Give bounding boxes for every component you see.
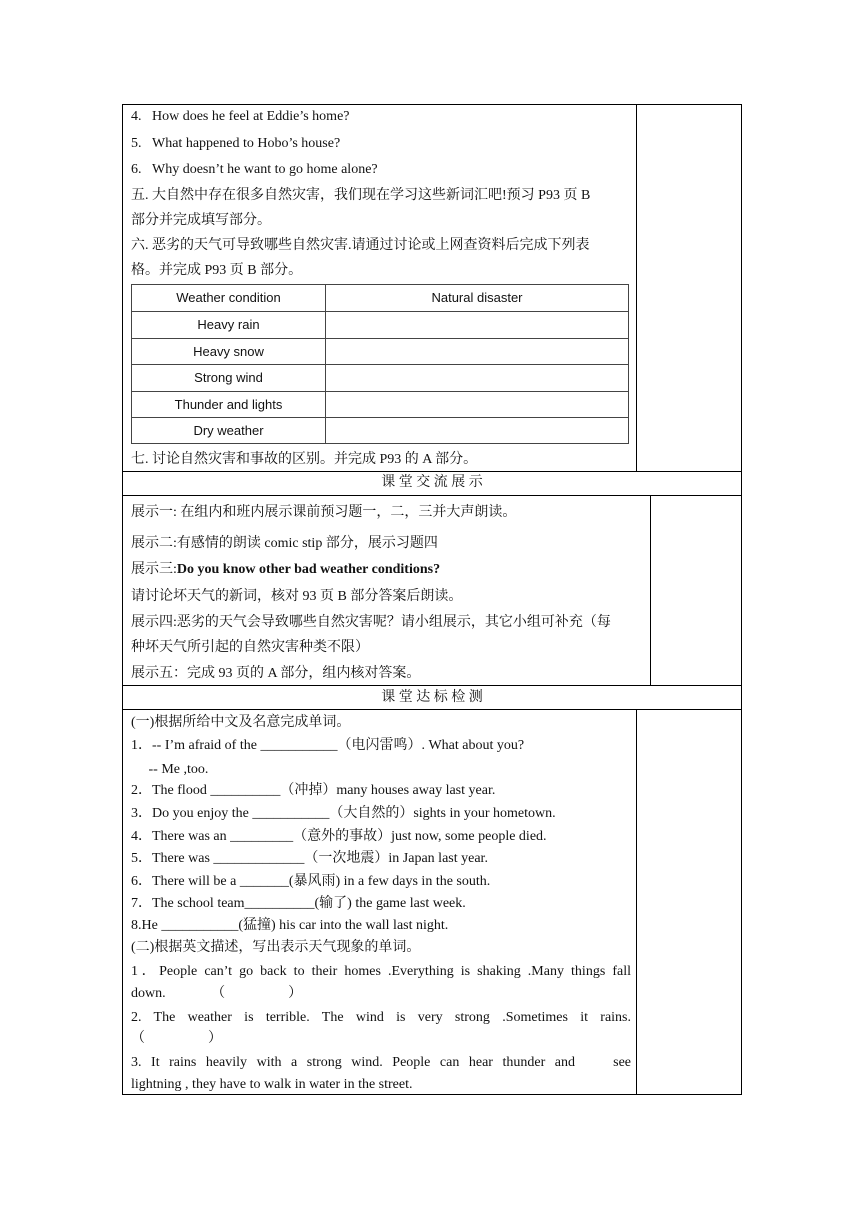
weather-cell: Heavy rain xyxy=(197,317,260,332)
task6-line2: 格。并完成 P93 页 B 部分。 xyxy=(131,263,303,278)
part1-item-3: 3．Do you enjoy the ___________（大自然的）sights in your hometown. xyxy=(131,806,556,821)
rule-after-exchange-title xyxy=(122,495,742,496)
border-right xyxy=(741,104,742,1095)
weather-cell: Heavy snow xyxy=(193,344,264,359)
header-natural-disaster: Natural disaster xyxy=(431,290,523,305)
part2-q2-line2: （ ） xyxy=(131,1031,222,1046)
part1-item-1-reply: -- Me ,too. xyxy=(131,762,209,777)
part2-q1-line1: 1．People can’t go back to their homes .Everything is shaking .Many things fall xyxy=(131,964,631,979)
part1-item-8: 8.He ___________(猛撞) his car into the wall last night. xyxy=(131,918,449,933)
divider-exchange-side xyxy=(650,495,651,686)
part1-item-2: 2．The flood __________（冲掉）many houses away last year. xyxy=(131,783,496,798)
part2-q3-line1: 3. It rains heavily with a strong wind. People can hear thunder and see xyxy=(131,1055,631,1070)
table-row xyxy=(132,417,628,444)
show-3 xyxy=(131,561,440,579)
table-row xyxy=(132,391,628,418)
weather-cell: Dry weather xyxy=(193,423,264,438)
part2-q3-line2: lightning , they have to walk in water in the street. xyxy=(131,1077,413,1092)
disaster-cell xyxy=(326,339,628,365)
part1-item-5: 5．There was _____________（一次地震）in Japan last year. xyxy=(131,851,488,866)
show-3-question: Do you know other bad weather conditions? xyxy=(176,562,441,577)
test-section-title: 课 堂 达 标 检 测 xyxy=(381,690,483,705)
table-row xyxy=(132,364,628,391)
show-5: 展示五：完成 93 页的 A 部分，组内核对答案。 xyxy=(131,666,421,681)
weather-cell: Strong wind xyxy=(194,370,263,385)
show-4-line2: 种坏天气所引起的自然灾害种类不限） xyxy=(131,640,369,655)
task5-line2: 部分并完成填写部分。 xyxy=(131,213,271,228)
part1-item-7: 7．The school team__________(输了) the game last week. xyxy=(131,896,466,911)
exchange-section-title: 课 堂 交 流 展 示 xyxy=(381,475,483,490)
border-left xyxy=(122,104,123,1095)
table-header-row xyxy=(132,285,628,311)
task6-line1: 六. 恶劣的天气可导致哪些自然灾害.请通过讨论或上网查资料后完成下列表 xyxy=(131,238,590,253)
part2-q2-line1: 2. The weather is terrible. The wind is very strong .Sometimes it rains. xyxy=(131,1010,631,1025)
part1-item-6: 6．There will be a _______(暴风雨) in a few days in the south. xyxy=(131,874,491,889)
disaster-cell xyxy=(326,392,628,418)
show-3-note: 请讨论坏天气的新词，核对 93 页 B 部分答案后朗读。 xyxy=(131,589,463,604)
divider-preview-side xyxy=(636,104,637,472)
table-row xyxy=(132,311,628,338)
rule-after-test-title xyxy=(122,709,742,710)
show-1: 展示一: 在组内和班内展示课前预习题一，二，三并大声朗读。 xyxy=(131,505,517,520)
preview-question-4: 4. How does he feel at Eddie’s home? xyxy=(131,109,350,124)
weather-disaster-table xyxy=(131,284,629,444)
part2-heading: (二)根据英文描述，写出表示天气现象的单词。 xyxy=(131,940,421,955)
part1-heading: (一)根据所给中文及名意完成单词。 xyxy=(131,715,351,730)
part1-item-4: 4．There was an _________（意外的事故）just now, some people died. xyxy=(131,829,547,844)
border-bottom xyxy=(122,1094,742,1095)
part2-q1-line2: down. （ ） xyxy=(131,986,303,1001)
show-2: 展示二:有感情的朗读 comic stip 部分，展示习题四 xyxy=(131,536,438,551)
rule-before-exchange-title xyxy=(122,471,742,472)
border-top xyxy=(122,104,742,105)
weather-cell: Thunder and lights xyxy=(174,397,283,412)
preview-question-5: 5. What happened to Hobo’s house? xyxy=(131,136,341,151)
task5-line1: 五. 大自然中存在很多自然灾害，我们现在学习这些新词汇吧!预习 P93 页 B xyxy=(131,188,591,203)
rule-before-test-title xyxy=(122,685,742,686)
preview-question-6: 6. Why doesn’t he want to go home alone? xyxy=(131,162,378,177)
task7: 七. 讨论自然灾害和事故的区别。并完成 P93 的 A 部分。 xyxy=(131,452,478,467)
part1-item-1: 1．-- I’m afraid of the ___________（电闪雷鸣）. What about you? xyxy=(131,738,525,753)
header-weather-condition: Weather condition xyxy=(176,290,281,305)
disaster-cell xyxy=(326,418,628,444)
show-3-prefix: 展示三: xyxy=(131,562,177,577)
divider-test-side xyxy=(636,709,637,1095)
disaster-cell xyxy=(326,365,628,391)
show-4-line1: 展示四:恶劣的天气会导致哪些自然灾害呢？请小组展示，其它小组可补充（每 xyxy=(131,615,611,630)
disaster-cell xyxy=(326,312,628,338)
table-row xyxy=(132,338,628,365)
